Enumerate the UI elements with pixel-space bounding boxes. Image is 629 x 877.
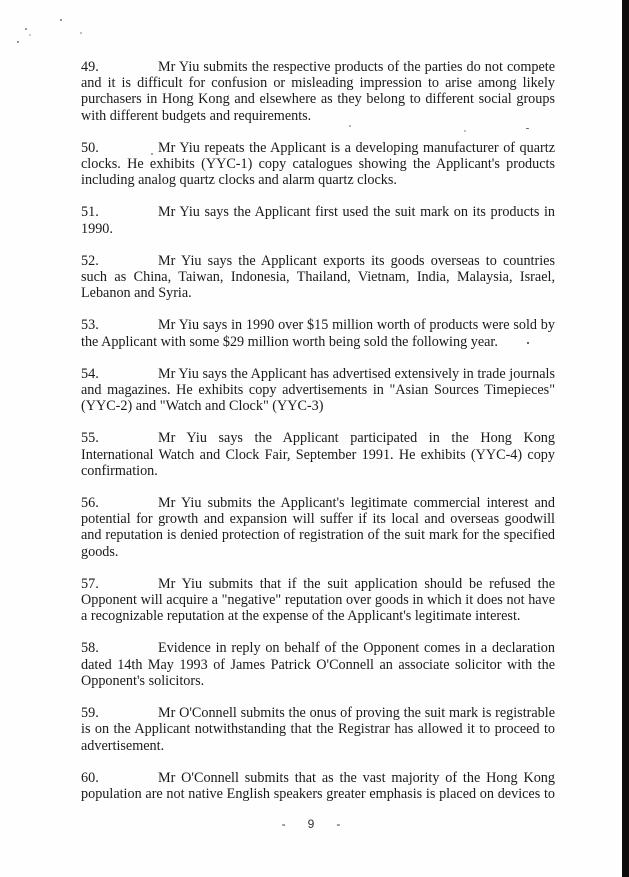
paragraph-text: Mr Yiu says the Applicant first used the suit mark on its products in 1990. xyxy=(81,204,555,237)
paragraph-number: 51. xyxy=(81,204,99,221)
scan-artifact xyxy=(29,34,31,36)
paragraph-53 xyxy=(81,317,555,349)
paragraph-text: Mr Yiu submits the respective products of the parties do not compete and it is difficult for confusion or misleading impression to arise among likely purchasers in Hong Kong and elsewhere as they belong to different social groups with different budgets and requirements. xyxy=(81,59,555,124)
paragraph-54 xyxy=(81,366,555,415)
paragraph-number: 53. xyxy=(81,317,99,334)
paragraph-text: Mr Yiu submits that if the suit application should be refused the Opponent will acquire a "negative" reputation over goods in which it does not have a recognizable reputation at the expense of the Applicant's legitimate interest. xyxy=(81,575,555,625)
paragraph-number: 60. xyxy=(81,769,99,786)
paragraph-number: 59. xyxy=(81,705,99,722)
paragraph-55 xyxy=(81,430,555,479)
paragraph-number: 58. xyxy=(81,640,99,657)
scan-artifact xyxy=(80,32,82,34)
paragraph-text: Mr Yiu says the Applicant has advertised extensively in trade journals and magazines. He exhibits copy advertisements in "Asian Sources Timepieces" (YYC-2) and "Watch and Clock" (YYC-3) xyxy=(81,365,555,415)
scan-artifact xyxy=(25,28,27,30)
paragraph-number: 52. xyxy=(81,252,99,269)
paragraph-text: Mr Yiu says the Applicant exports its goods overseas to countries such as China, Taiwan, Indonesia, Thailand, Vietnam, India, Malaysia, Israel, Lebanon and Syria. xyxy=(81,252,555,302)
paragraph-number: 49. xyxy=(81,59,99,75)
paragraph-58 xyxy=(81,640,555,689)
paragraph-text: Mr Yiu repeats the Applicant is a developing manufacturer of quartz clocks. He exhibits (YYC-1) copy catalogues showing the Applicant's products including analog quartz clocks and alarm quartz clocks. xyxy=(81,139,555,189)
paragraph-52 xyxy=(81,253,555,302)
paragraph-text: Mr Yiu says in 1990 over $15 million worth of products were sold by the Applicant with some $29 million worth being sold the following year. xyxy=(81,317,555,350)
paragraph-text: Mr Yiu says the Applicant participated in the Hong Kong International Watch and Clock Fair, September 1991. He exhibits (YYC-4) copy confirmation. xyxy=(81,430,555,479)
footer-dash-right: - xyxy=(336,817,341,831)
paragraph-51 xyxy=(81,204,555,236)
document-body xyxy=(81,59,555,818)
scan-border-right xyxy=(622,0,629,877)
page-number: 9 xyxy=(307,817,315,831)
scan-artifact xyxy=(17,41,19,43)
footer-dash-left: - xyxy=(281,817,286,831)
paragraph-49 xyxy=(81,59,555,124)
scan-artifact xyxy=(60,19,62,21)
paragraph-text: Mr Yiu submits the Applicant's legitimate commercial interest and potential for growth and expansion will suffer if its local and overseas goodwill and reputation is denied protection of registration of the suit mark for the specified goods. xyxy=(81,495,555,560)
paragraph-text: Mr O'Connell submits the onus of proving the suit mark is registrable is on the Applicant notwithstanding that the Registrar has allowed it to proceed to advertisement. xyxy=(81,705,555,754)
paragraph-number: 55. xyxy=(81,430,99,447)
page-footer xyxy=(0,817,622,831)
paragraph-number: 57. xyxy=(81,575,99,592)
paragraph-56 xyxy=(81,495,555,560)
paragraph-text: Mr O'Connell submits that as the vast majority of the Hong Kong population are not native English speakers greater emphasis is placed on devices to xyxy=(81,769,555,802)
paragraph-60 xyxy=(81,770,555,802)
paragraph-50 xyxy=(81,140,555,189)
paragraph-text: Evidence in reply on behalf of the Opponent comes in a declaration dated 14th May 1993 of James Patrick O'Connell an associate solicitor with the Opponent's solicitors. xyxy=(81,640,555,689)
paragraph-number: 54. xyxy=(81,365,99,382)
paragraph-59 xyxy=(81,705,555,754)
paragraph-57 xyxy=(81,576,555,625)
paragraph-number: 50. xyxy=(81,139,99,156)
paragraph-number: 56. xyxy=(81,495,99,512)
